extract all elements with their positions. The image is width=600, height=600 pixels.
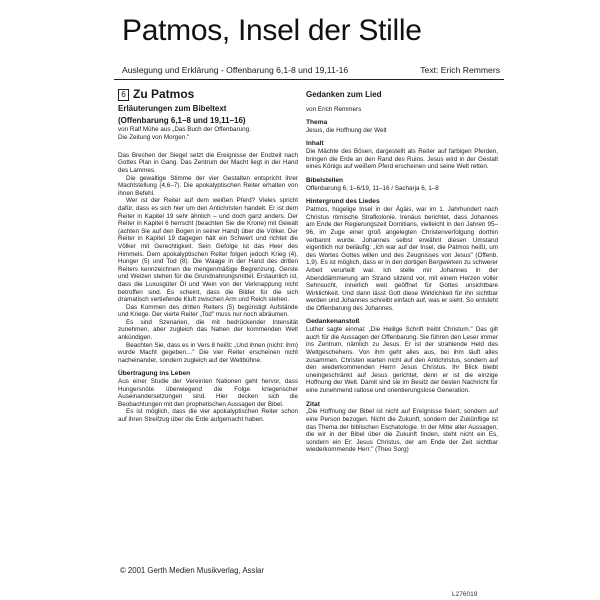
- document-code: L276019: [452, 591, 478, 598]
- paragraph: Beachten Sie, dass es in Vers 8 heißt: „Und ihnen (nicht: ihm) wurde Macht gegeben…" Die vier Reiter erscheinen nicht nacheinander, sondern zugleich auf der Weltbühne.: [118, 341, 298, 364]
- section-title: Zu Patmos: [133, 87, 195, 102]
- left-column: [118, 88, 298, 424]
- paragraph: Das Kommen des dritten Reiters (5) begünstigt Aufstände und Kriege. Der vierte Reiter „Tod" muss nur noch abräumen.: [118, 303, 298, 319]
- copyright: © 2001 Gerth Medien Musikverlag, Asslar: [120, 566, 264, 575]
- paragraph: Das Brechen der Siegel setzt die Ereignisse der Endzeit nach Gottes Plan in Gang. Das Zentrum der Macht liegt in der Hand des Lammes.: [118, 151, 298, 174]
- hintergrund-text: Patmos, hügelige Insel in der Ägäis, war im 1. Jahrhundert nach Christus römische Strafkolonie. Irenäus berichtet, dass Johannes am Ende der Regierungszeit Domitians, vielleicht in den Jahren 95–96, im Zuge einer groß angelegten Christenverfolgung dorthin verbannt wurde. Johannes selbst erwähnt diesen Umstand eigentlich nur beiläufig: „Ich war auf der Insel, die Patmos heißt, um des Wortes Gottes willen und des Zeugnisses von Jesus" (Offenb. 1,9). Es ist möglich, dass er in den dortigen Bergwerken zu schwerer Arbeit verurteilt war. Ich stelle mir Johannes in der Abenddämmerung am Strand sitzend vor, mit einem Herzen voller Sehnsucht, innerlich weit geöffnet für Gottes unsichtbare Wirklichkeit. Und dann lässt Gott diese Wirklichkeit für ihn sichtbar werden und Johannes schreibt einfach auf, was er sieht. So entsteht die Offenbarung des Johannes.: [306, 206, 498, 312]
- inhalt-text: Die Mächte des Bösen, dargestellt als Reiter auf farbigen Pferden, bringen die Erde an den Rand des Ruins. Jesus wird in der Gestalt eines Königs auf weißem Pferd erscheinen und seine Welt retten.: [306, 148, 498, 171]
- inhalt-heading: Inhalt: [306, 140, 324, 148]
- byline-1: von Ralf Mühe aus „Das Buch der Offenbarung.: [118, 126, 251, 133]
- page-title: Patmos, Insel der Stille: [122, 14, 422, 47]
- hintergrund-heading: Hintergrund des Liedes: [306, 198, 380, 206]
- zitat-text: „Die Hoffnung der Bibel ist nicht auf Ereignisse fixiert, sondern auf eine Person bezogen. Nicht die Zukunft, sondern der Zukünftige ist das Thema der biblischen Eschatologie. In der Mitte aller Aussagen, die wir in der Bibel über die Zukunft finden, steht nicht ein Es, sondern ein Er: Jesus Christus, der am Ende der Zeit sichtbar wiederkommende Herr." (Theo Sorg): [306, 408, 498, 454]
- paragraph: Aus einer Studie der Vereinten Nationen geht hervor, dass Hungersnöte überwiegend die Folge kriegerischer Auseinandersetzungen sind. Hier decken sich die Beobachtungen mit den prophetischen Aussagen der Bibel.: [118, 378, 298, 408]
- byline-2: Die Zeitung von Morgen.": [118, 134, 190, 142]
- paragraph: Die gewaltige Stimme der vier Gestalten entspricht ihrer Machtstellung (4,6–7). Die apokalyptischen Reiter erhalten von ihnen Befehl.: [118, 174, 298, 197]
- paragraph: Es sind Szenarien, die mit bedrückender Intensität zunehmen, aber zugleich das Nahen der kommenden Welt ankündigen.: [118, 318, 298, 342]
- bibel-heading: Bibelstellen: [306, 176, 344, 184]
- inhalt-block: [306, 140, 498, 171]
- right-byline: von Erich Remmers: [306, 105, 362, 113]
- thema-text: Jesus, die Hoffnung der Welt: [306, 126, 387, 134]
- zitat-heading: Zitat: [306, 400, 320, 408]
- heading-uebertragung: Übertragung ins Leben: [118, 370, 191, 378]
- subtitle: Auslegung und Erklärung - Offenbarung 6,1-8 und 19,11-16: [122, 65, 349, 75]
- paragraph: Wer ist der Reiter auf dem weißen Pferd? Vieles spricht dafür, dass es sich hier um den Antichristen handelt. Er ist dem Reiter in Kapitel 19 sehr ähnlich – und doch ganz anders. Der Reiter in Kapitel 6 herrscht (beachten Sie die Krone) mit Gewalt (achten Sie auf den Bogen in seiner Hand) über die Völker. Der Reiter in Kapitel 19 dagegen hält ein Schwert und richtet die Völker mit Gerechtigkeit. Sein Gefolge ist das Heer des Himmels. Dem apokalyptischen Reiter folgen jedoch Krieg (4), Hunger (5) und Tod (8). Die Waage in der Hand des dritten Reiters kennzeichnen die mengenmäßige Begrenzung. Gerste und Weizen stehen für die Grundnahrungsmittel. Erstaunlich ist, dass die Luxusgüter Öl und Wein von der Verknappung nicht betroffen sind. Es scheint, dass die Bilder für die sich dramatisch vertiefende Kluft zwischen Arm und Reich stehen.: [118, 197, 298, 304]
- erlaeuterungen-title-2: (Offenbarung 6,1–8 und 19,11–16): [118, 116, 246, 125]
- section-number: 6: [118, 89, 129, 101]
- header-rule: [114, 79, 504, 80]
- gedanken-title: Gedanken zum Lied: [306, 90, 382, 99]
- gedanken-text: Luther sagte einmal: „Die Heilige Schrift treibt Christum." Das gilt auch für die Aussagen der Offenbarung. Sie führen den Leser immer ins Zentrum, nämlich zu Jesus. Er ist der strahlende Held des Weltgeschehens. Von ihm geht alles aus, bei ihm läuft alles zusammen. Christen warten nicht auf den Antichristus, sondern auf den wiederkommenden Herrn Jesus Christus. Ihr Blick bleibt uneingeschränkt auf Jesus gerichtet, denn er ist die einzige Hoffnung der Welt. Damit sind sie im Besitz der besten Nachricht für eine zunehmend ratlose und orientierungslose Generation.: [306, 326, 498, 395]
- erlaeuterungen-title-1: Erläuterungen zum Bibeltext: [118, 104, 227, 113]
- thema-heading: Thema: [306, 119, 328, 126]
- text-credit: Text: Erich Remmers: [420, 65, 500, 75]
- bibel-block: [306, 177, 498, 192]
- bibel-text: Offenbarung 6, 1–6/19, 11–16 / Sacharja 6, 1–8: [306, 184, 439, 192]
- section-heading: [118, 89, 298, 101]
- right-column: [306, 88, 498, 454]
- hintergrund-block: [306, 198, 498, 312]
- subtitle-row: [122, 65, 500, 75]
- zitat-block: [306, 401, 498, 454]
- gedanken-heading: Gedankenanstoß: [306, 318, 360, 326]
- gedanken-block: [306, 318, 498, 394]
- paragraph: Es ist möglich, dass die vier apokalyptischen Reiter schon auf ihren Streifzug über die Erde aufgemacht haben.: [118, 408, 298, 423]
- thema-block: [306, 119, 498, 134]
